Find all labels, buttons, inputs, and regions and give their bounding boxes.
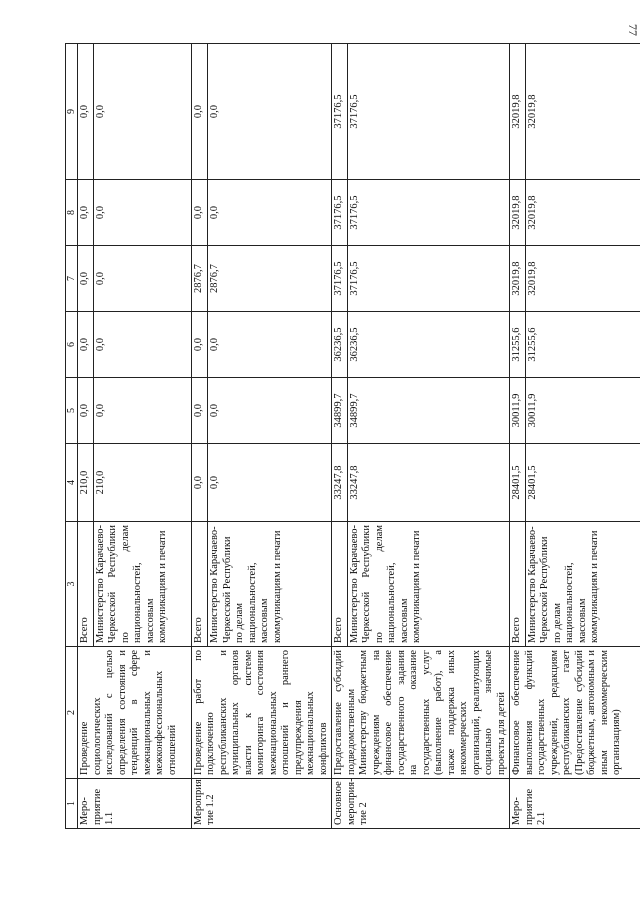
value-cell: 34899,7: [332, 378, 348, 444]
value-cell: 0,0: [208, 444, 332, 522]
value-cell: 2876,7: [208, 246, 332, 312]
value-cell: 28401,5: [510, 444, 526, 522]
value-cell: 0,0: [93, 312, 191, 378]
executor-cell: Министерство Карачаево-Черкесской Республики по делам национальностей, массовым коммуникациям и печати: [525, 522, 640, 647]
value-cell: 0,0: [191, 444, 208, 522]
value-cell: 2876,7: [191, 246, 208, 312]
column-header: 6: [66, 312, 78, 378]
value-cell: 0,0: [191, 44, 208, 180]
value-cell: 210,0: [93, 444, 191, 522]
value-cell: 32019,8: [525, 44, 640, 180]
activity-description: Проведение работ по подключению республиканских и муниципальных органов власти к системе мониторинга состояния межнациональных отношений и раннего предупреждения межнациональных конфликтов: [191, 647, 332, 779]
value-cell: 32019,8: [510, 180, 526, 246]
value-cell: 0,0: [208, 44, 332, 180]
value-cell: 0,0: [78, 312, 94, 378]
budget-table: [65, 43, 640, 829]
column-number-row: [66, 44, 78, 829]
value-cell: 34899,7: [347, 378, 509, 444]
value-cell: 37176,5: [332, 180, 348, 246]
value-cell: 210,0: [78, 444, 94, 522]
value-cell: 0,0: [208, 180, 332, 246]
value-cell: 36236,5: [332, 312, 348, 378]
value-cell: 0,0: [78, 246, 94, 312]
value-cell: 32019,8: [510, 44, 526, 180]
value-cell: 32019,8: [525, 180, 640, 246]
value-cell: 37176,5: [347, 44, 509, 180]
table-row: [191, 44, 208, 829]
value-cell: 0,0: [191, 180, 208, 246]
column-header: 7: [66, 246, 78, 312]
value-cell: 0,0: [191, 378, 208, 444]
column-header: 8: [66, 180, 78, 246]
value-cell: 0,0: [93, 378, 191, 444]
activity-description: Финансовое обеспечение выполнения функций государственных учреждений, редакциям республиканских газет (Предоставление субсидий бюджетным, автономным и иным некоммерческим организациям): [510, 647, 640, 779]
activity-description: Проведение социологических исследований с целью определения состояния и тенденций в сфере межнациональных и межконфессиональных отношений: [78, 647, 192, 779]
executor-cell: Всего: [332, 522, 348, 647]
activity-code: Мероприя тие 1.2: [191, 779, 332, 829]
value-cell: 0,0: [78, 180, 94, 246]
value-cell: 33247,8: [332, 444, 348, 522]
value-cell: 36236,5: [347, 312, 509, 378]
executor-cell: Всего: [510, 522, 526, 647]
executor-cell: Министерство Карачаево-Черкесской Республики по делам национальностей, массовым коммуникациям и печати: [93, 522, 191, 647]
activity-description: Предоставление субсидий подведомственным Министерству бюджетным учреждениям на финансовое обеспечение государственного задания на оказание государственных услуг (выполнение работ), а также поддержка иных некоммерческих организаций, реализующих социально значимые проекты для детей: [332, 647, 510, 779]
table-row: [332, 44, 348, 829]
value-cell: 37176,5: [332, 44, 348, 180]
value-cell: 31255,6: [510, 312, 526, 378]
executor-cell: Всего: [78, 522, 94, 647]
activity-code: Меро- приятие 1.1: [78, 779, 192, 829]
value-cell: 37176,5: [347, 246, 509, 312]
value-cell: 33247,8: [347, 444, 509, 522]
value-cell: 30011,9: [510, 378, 526, 444]
value-cell: 0,0: [93, 246, 191, 312]
value-cell: 0,0: [78, 378, 94, 444]
column-header: 9: [66, 44, 78, 180]
value-cell: 31255,6: [525, 312, 640, 378]
column-header: 3: [66, 522, 78, 647]
executor-cell: Министерство Карачаево-Черкесской Республики по делам национальностей, массовым коммуникациям и печати: [208, 522, 332, 647]
value-cell: 37176,5: [332, 246, 348, 312]
value-cell: 0,0: [208, 312, 332, 378]
executor-cell: Министерство Карачаево-Черкесской Республики по делам национальностей, массовым коммуникациям и печати: [347, 522, 509, 647]
column-header: 1: [66, 779, 78, 829]
value-cell: 32019,8: [510, 246, 526, 312]
rotated-table-frame: [65, 44, 622, 829]
value-cell: 0,0: [208, 378, 332, 444]
activity-code: Меро- приятие 2.1: [510, 779, 640, 829]
value-cell: 0,0: [93, 44, 191, 180]
value-cell: 32019,8: [525, 246, 640, 312]
table-row: [510, 44, 526, 829]
value-cell: 37176,5: [347, 180, 509, 246]
value-cell: 30011,9: [525, 378, 640, 444]
page-number: 77: [626, 24, 640, 36]
column-header: 2: [66, 647, 78, 779]
activity-code: Основное мероприя- тие 2: [332, 779, 510, 829]
column-header: 4: [66, 444, 78, 522]
value-cell: 0,0: [191, 312, 208, 378]
value-cell: 0,0: [93, 180, 191, 246]
column-header: 5: [66, 378, 78, 444]
table-row: [78, 44, 94, 829]
value-cell: 28401,5: [525, 444, 640, 522]
executor-cell: Всего: [191, 522, 208, 647]
value-cell: 0,0: [78, 44, 94, 180]
